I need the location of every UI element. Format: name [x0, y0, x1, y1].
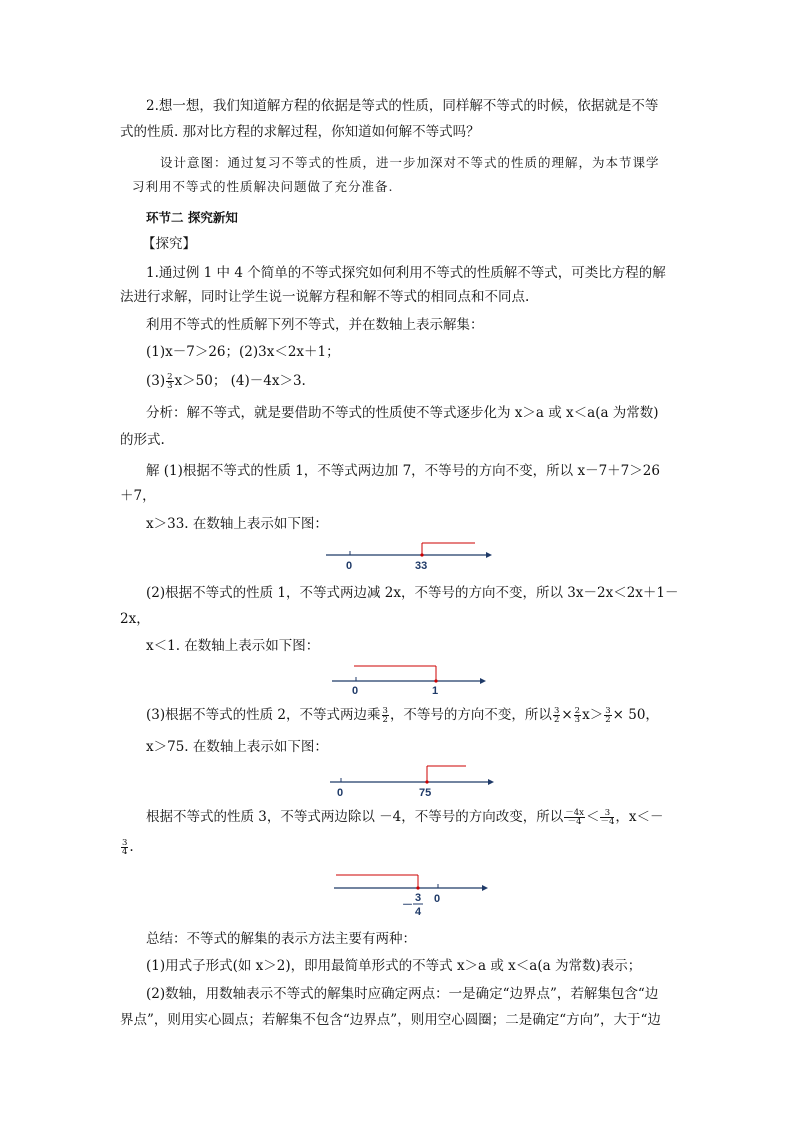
design-intent-cont: 习利用不等式的性质解决问题做了充分准备.	[132, 179, 394, 194]
solution-4-cont: $\frac{3}{4}$ .	[122, 838, 134, 857]
design-intent: 设计意图：通过复习不等式的性质，进一步加深对不等式的性质的理解，为本节课学	[160, 155, 660, 170]
tick-label-num: 3	[415, 892, 422, 904]
summary-1: (1)用式子形式(如 x＞2)，即用最简单形式的不等式 x＞a 或 x＜a(a 为常数)表示；	[146, 958, 642, 974]
solution-3-result: x＞75. 在数轴上表示如下图：	[146, 739, 328, 755]
tick-label-sign: －	[402, 899, 413, 911]
number-line-4	[330, 868, 500, 920]
solution-2: (2)根据不等式的性质 1，不等式两边减 2x，不等号的方向不变，所以 3x－2x＜2x＋1－	[146, 585, 679, 601]
tick-label-point: 33	[415, 560, 428, 572]
task-text: 利用不等式的性质解下列不等式，并在数轴上表示解集：	[146, 317, 484, 333]
explore-intro: 1.通过例 1 中 4 个简单的不等式探究如何利用不等式的性质解不等式，可类比方程的解	[146, 265, 666, 281]
tick-label-zero: 0	[434, 893, 441, 905]
explore-intro-cont: 法进行求解，同时让学生说一说解方程和解不等式的相同点和不同点.	[120, 289, 530, 305]
tick-label-point: 75	[419, 787, 432, 798]
solution-2-result: x＜1. 在数轴上表示如下图：	[146, 638, 320, 654]
questions-1-2: (1)x－7＞26；(2)3x＜2x＋1；	[146, 344, 340, 360]
number-line-1	[326, 538, 496, 572]
section-heading: 环节二 探究新知	[146, 210, 238, 225]
solution-1: 解 (1)根据不等式的性质 1，不等式两边加 7，不等号的方向不变，所以 x－7＋7＞26	[146, 463, 660, 479]
tick-label-point: 1	[432, 685, 439, 696]
solution-1-cont: ＋7，	[120, 488, 156, 504]
tick-label-den: 4	[415, 906, 422, 918]
tick-label-zero: 0	[337, 787, 344, 798]
analysis: 分析：解不等式，就是要借助不等式的性质使不等式逐步化为 x＞a 或 x＜a(a 为常数)	[146, 405, 659, 421]
solution-3: (3)根据不等式的性质 2，不等式两边乘 $\frac{3}{2}$ ，不等号的方向不变，所以 $\frac{3}{2}$ × $\frac{2}{3}$ x＞ $\frac{3}{2}$ × 50，	[146, 706, 659, 725]
explore-tag: 【探究】	[142, 236, 196, 252]
summary-2: (2)数轴，用数轴表示不等式的解集时应确定两点：一是确定“边界点”，若解集包含“边	[146, 986, 659, 1002]
number-line-3	[330, 760, 500, 798]
questions-3-4: (3) $\frac{2}{3}$ x＞50； (4)－4x＞3.	[146, 372, 306, 391]
solution-1-result: x＞33. 在数轴上表示如下图：	[146, 516, 328, 532]
solution-4: 根据不等式的性质 3，不等式两边除以 －4，不等号的方向改变，所以 $\frac{-4x}{-4}$ ＜ $\frac{3}{-4}$ ，x＜－	[146, 808, 664, 827]
tick-label-zero: 0	[352, 685, 359, 696]
question-think-cont: 式的性质. 那对比方程的求解过程，你知道如何解不等式吗？	[120, 124, 480, 140]
analysis-cont: 的形式.	[120, 432, 165, 448]
summary: 总结：不等式的解集的表示方法主要有两种：	[146, 931, 416, 947]
fraction: $\frac{2}{3}$	[167, 372, 173, 391]
tick-label-zero: 0	[346, 560, 353, 572]
question-think: 2.想一想，我们知道解方程的依据是等式的性质，同样解不等式的时候，依据就是不等	[146, 98, 659, 114]
number-line-2	[326, 660, 496, 696]
solution-2-cont: 2x，	[120, 611, 150, 627]
summary-2-cont: 界点”，则用实心圆点；若解集不包含“边界点”，则用空心圆圈；二是确定“方向”，大于“边	[120, 1012, 661, 1028]
